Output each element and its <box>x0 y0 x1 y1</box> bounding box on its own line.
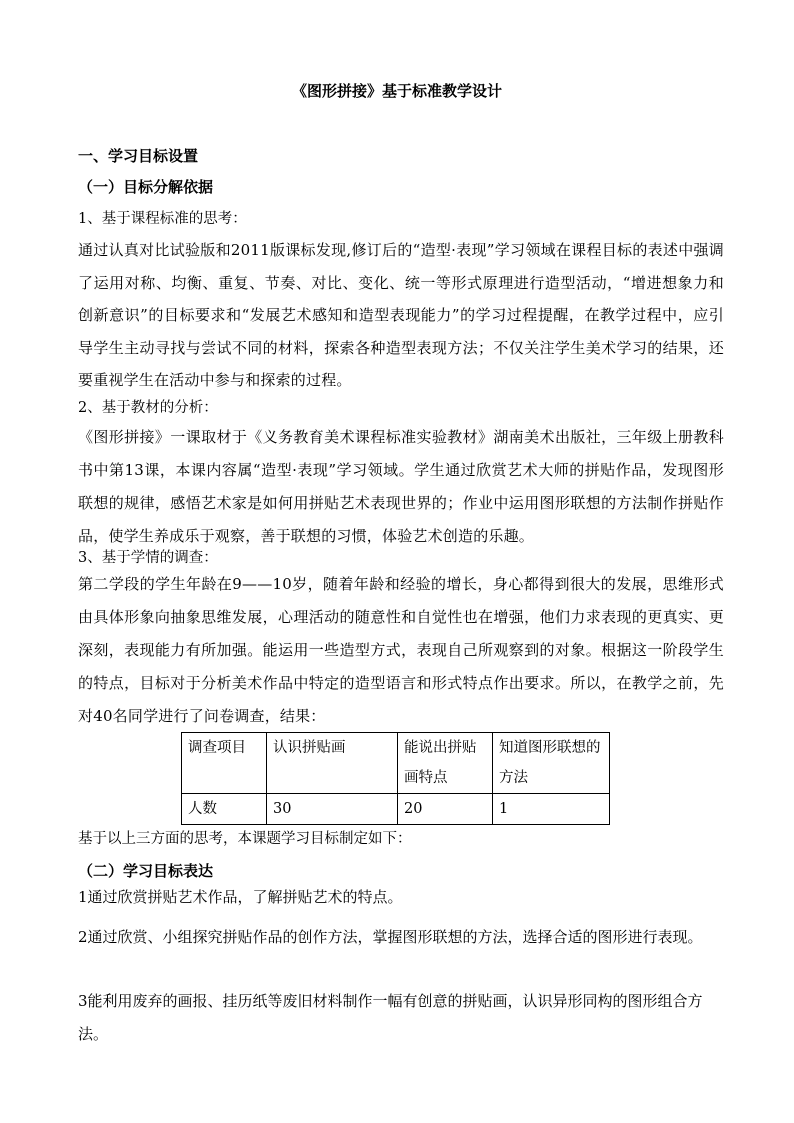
table-header-cell: 能说出拼贴画特点 <box>398 733 493 794</box>
item1-heading: 1、基于课程标准的思考： <box>78 211 247 227</box>
table-cell: 20 <box>398 794 493 825</box>
table-header-row <box>182 733 610 794</box>
table-header-cell: 知道图形联想的方法 <box>493 733 610 794</box>
table-row <box>182 794 610 825</box>
table-cell: 1 <box>493 794 610 825</box>
subsection-heading-basis: （一）目标分解依据 <box>78 178 214 196</box>
item2-paragraph: 《图形拼接》一课取材于《义务教育美术课程标准实验教材》湖南美术出版社，三年级上册教科书中第13课，本课内容属“造型·表现”学习领域。学生通过欣赏艺术大师的拼贴作品，发现图形联想的规律，感悟艺术家是如何用拼贴艺术表现世界的；作业中运用图形联想的方法制作拼贴作品，使学生养成乐于观察，善于联想的习惯，体验艺术创造的乐趣。 <box>78 428 724 545</box>
summary-text: 基于以上三方面的思考，本课题学习目标制定如下： <box>78 831 412 847</box>
item2-heading: 2、基于教材的分析： <box>78 400 218 416</box>
table-cell: 30 <box>267 794 398 825</box>
item3-heading: 3、基于学情的调查： <box>78 550 218 566</box>
goal-item-2: 2通过欣赏、小组探究拼贴作品的创作方法，掌握图形联想的方法，选择合适的图形进行表现。 <box>78 928 703 946</box>
subsection-heading-goals: （二）学习目标表达 <box>78 862 214 880</box>
survey-table <box>181 732 610 825</box>
document-title: 《图形拼接》基于标准教学设计 <box>291 82 502 100</box>
goal-item-3: 3能利用废弃的画报、挂历纸等废旧材料制作一幅有创意的拼贴画，认识异形同构的图形组合方法。 <box>78 992 703 1043</box>
table-header-cell: 认识拼贴画 <box>267 733 398 794</box>
table-cell: 人数 <box>182 794 267 825</box>
goal-item-1: 1通过欣赏拼贴艺术作品，了解拼贴艺术的特点。 <box>78 888 403 906</box>
item3-paragraph: 第二学段的学生年龄在9——10岁，随着年龄和经验的增长，身心都得到很大的发展，思维形式由具体形象向抽象思维发展，心理活动的随意性和自觉性也在增强，他们力求表现的更真实、更深刻，表现能力有所加强。能运用一些造型方式，表现自己所观察到的对象。根据这一阶段学生的特点，目标对于分析美术作品中特定的造型语言和形式特点作出要求。所以，在教学之前，先对40名同学进行了问卷调查，结果： <box>78 575 724 725</box>
table-header-cell: 调查项目 <box>182 733 267 794</box>
section-heading-learning-goals: 一、学习目标设置 <box>78 147 199 165</box>
item1-paragraph: 通过认真对比试验版和2011版课标发现,修订后的“造型·表现”学习领域在课程目标的表述中强调了运用对称、均衡、重复、节奏、对比、变化、统一等形式原理进行造型活动，“增进想象力和创新意识”的目标要求和“发展艺术感知和造型表现能力”的学习过程提醒，在教学过程中，应引导学生主动寻找与尝试不同的材料，探索各种造型表现方法；不仅关注学生美术学习的结果，还要重视学生在活动中参与和探索的过程。 <box>78 241 724 389</box>
